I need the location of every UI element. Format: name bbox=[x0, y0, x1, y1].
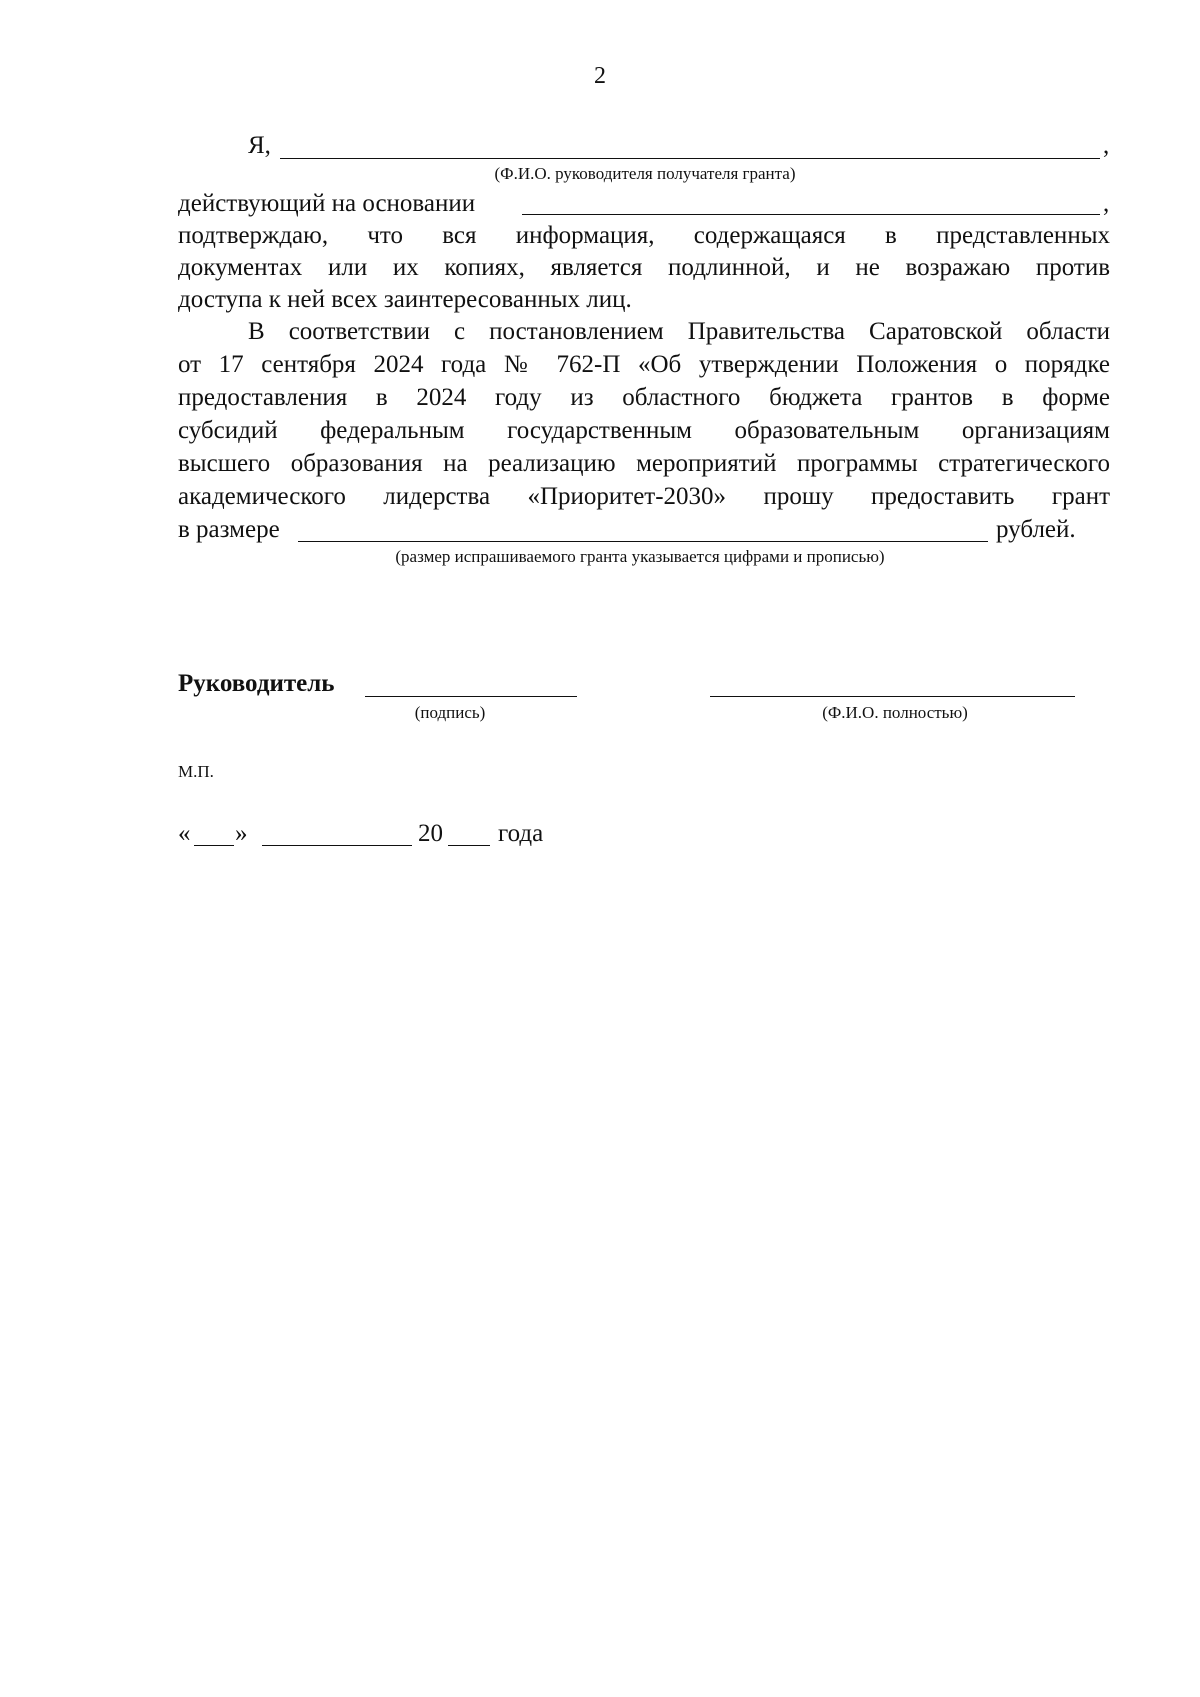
date-close-quote: » bbox=[235, 820, 248, 847]
manager-name-caption: (Ф.И.О. руководителя получателя гранта) bbox=[494, 164, 796, 183]
declaration-prefix: Я, bbox=[248, 132, 271, 159]
basis-field[interactable] bbox=[522, 214, 1100, 215]
declaration-suffix: , bbox=[1103, 132, 1110, 159]
request-line: от 17 сентября 2024 года № 762-П «Об утверждении Положения о порядке bbox=[178, 351, 1110, 378]
date-month-field[interactable] bbox=[262, 845, 412, 846]
date-open-quote: « bbox=[178, 820, 191, 847]
signature-label: Руководитель bbox=[178, 670, 335, 697]
signature-field[interactable] bbox=[365, 696, 577, 697]
declaration-line: подтверждаю, что вся информация, содержащаяся в представленных bbox=[178, 222, 1110, 249]
amount-suffix: рублей. bbox=[996, 516, 1076, 543]
basis-suffix: , bbox=[1103, 190, 1110, 217]
grant-amount-field[interactable] bbox=[298, 541, 988, 542]
request-line: предоставления в 2024 году из областного бюджета грантов в форме bbox=[178, 384, 1110, 411]
date-year-prefix: 20 bbox=[418, 820, 443, 847]
page-number: 2 bbox=[594, 63, 606, 89]
amount-caption: (размер испрашиваемого гранта указывается цифрами и прописью) bbox=[395, 547, 885, 566]
signature-caption: (подпись) bbox=[414, 703, 486, 722]
request-line: академического лидерства «Приоритет-2030» прошу предоставить грант bbox=[178, 483, 1110, 510]
amount-prefix: в размере bbox=[178, 516, 280, 543]
full-name-field[interactable] bbox=[710, 696, 1075, 697]
full-name-caption: (Ф.И.О. полностью) bbox=[822, 703, 968, 722]
declaration-line: доступа к ней всех заинтересованных лиц. bbox=[178, 286, 632, 313]
request-line: субсидий федеральным государственным образовательным организациям bbox=[178, 417, 1110, 444]
date-year-field[interactable] bbox=[448, 845, 490, 846]
basis-prefix: действующий на основании bbox=[178, 190, 476, 217]
date-suffix: года bbox=[498, 820, 544, 847]
request-line: высшего образования на реализацию мероприятий программы стратегического bbox=[178, 450, 1110, 477]
declaration-line: документах или их копиях, является подлинной, и не возражаю против bbox=[178, 254, 1110, 281]
stamp-label: М.П. bbox=[178, 762, 214, 781]
request-line: В соответствии с постановлением Правительства Саратовской области bbox=[248, 318, 1110, 345]
manager-name-field[interactable] bbox=[280, 158, 1100, 159]
date-day-field[interactable] bbox=[194, 845, 234, 846]
